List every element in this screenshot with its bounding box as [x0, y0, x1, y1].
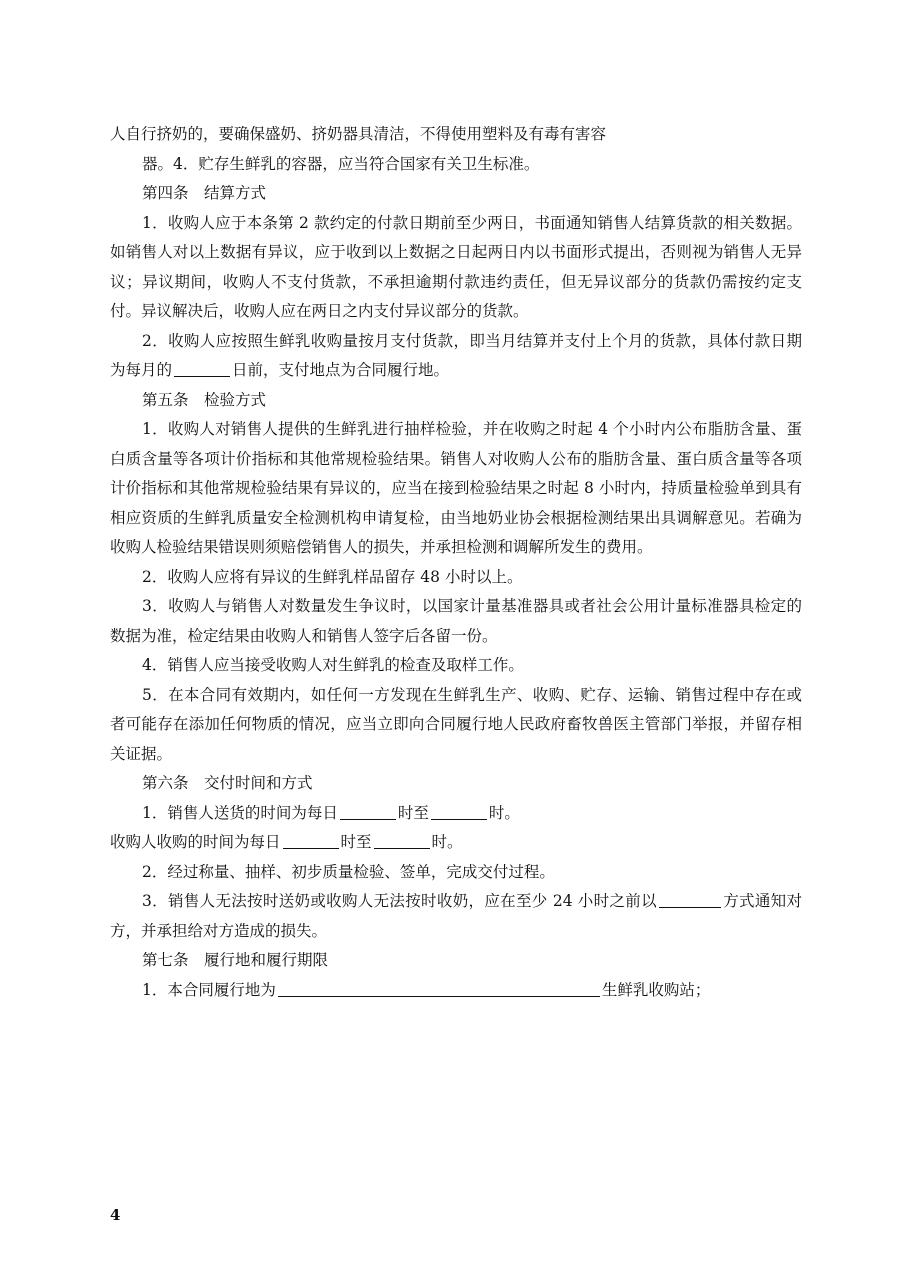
- paragraph-container-standard: 器。4．贮存生鲜乳的容器，应当符合国家有关卫生标准。: [142, 154, 540, 173]
- text-segment: 时。: [488, 803, 520, 822]
- text-segment: 生鲜乳收购站；: [601, 980, 711, 999]
- paragraph-sampling-inspection: 1．收购人对销售人提供的生鲜乳进行抽样检验，并在收购之时起 4 个小时内公布脂肪含量、蛋白质含量等各项计价指标和其他常规检验结果。销售人对收购人公布的脂肪含量、蛋白质含量等各项计价指标和其他常规检验结果有异议的，应当在接到检验结果之时起 8 小时内，持质量检验单到具有相应资质的生鲜乳质量安全检测机构申请复检，由当地奶业协会根据检测结果出具调解意见。若确为收购人检验结果错误则须赔偿销售人的损失，并承担检测和调解所发生的费用。: [110, 420, 802, 556]
- paragraph-performance-place: [110, 976, 802, 1006]
- fill-blank-delivery-end[interactable]: [431, 803, 487, 820]
- section-heading-article-7: 第七条 履行地和履行期限: [142, 951, 329, 969]
- fill-blank-delivery-start[interactable]: [340, 803, 396, 820]
- paragraph-accept-inspection: 4．销售人应当接受收购人对生鲜乳的检查及取样工作。: [142, 656, 524, 674]
- text-segment: 收购人收购的时间为每日: [110, 833, 281, 851]
- paragraph-settlement-notice: 1．收购人应于本条第 2 款约定的付款日期前至少两日，书面通知销售人结算货款的相关数据。如销售人对以上数据有异议，应于收到以上数据之日起两日内以书面形式提出，否则视为销售人无异议；异议期间，收购人不支付货款，不承担逾期付款违约责任，但无异议部分的货款仍需按约定支付。异议解决后，收购人应在两日之内支付异议部分的货款。: [110, 213, 802, 320]
- paragraph-report-additives: 5．在本合同有效期内，如任何一方发现在生鲜乳生产、收购、贮存、运输、销售过程中存在或者可能存在添加任何物质的情况，应当立即向合同履行地人民政府畜牧兽医主管部门举报，并留存相关证据。: [110, 685, 802, 763]
- page-number: 4: [110, 1206, 121, 1224]
- text-segment: 时至: [397, 803, 429, 822]
- fill-blank-performance-place[interactable]: [278, 980, 600, 997]
- paragraph-handover-process: 2．经过称量、抽样、初步质量检验、签单，完成交付过程。: [142, 862, 555, 881]
- paragraph-continuation: 人自行挤奶的，要确保盛奶、挤奶器具清洁，不得使用塑料及有毒有害容: [110, 125, 607, 143]
- text-segment: 方式通知对方，并承担给对方造成的损失。: [110, 892, 802, 940]
- text-segment: 日前，支付地点为合同履行地。: [232, 361, 450, 379]
- text-segment: 3．销售人无法按时送奶或收购人无法按时收奶，应在至少 24 小时之前以: [142, 892, 657, 910]
- fill-blank-purchase-start[interactable]: [283, 832, 339, 849]
- fill-blank-purchase-end[interactable]: [374, 832, 430, 849]
- paragraph-quantity-dispute: 3．收购人与销售人对数量发生争议时，以国家计量基准器具或者社会公用计量标准器具检定的数据为准，检定结果由收购人和销售人签字后各留一份。: [110, 597, 802, 645]
- text-segment: 1．本合同履行地为: [142, 980, 276, 999]
- text-segment: 时至: [340, 833, 372, 851]
- fill-blank-payment-day[interactable]: [174, 360, 230, 377]
- section-heading-article-5: 第五条 检验方式: [142, 390, 267, 409]
- section-heading-article-4: 第四条 结算方式: [142, 184, 267, 202]
- paragraph-notice-failure: [110, 887, 802, 946]
- text-segment: 时。: [431, 833, 463, 851]
- paragraph-monthly-payment: [110, 327, 802, 386]
- paragraph-delivery-time: [110, 799, 802, 829]
- section-heading-article-6: 第六条 交付时间和方式: [142, 774, 313, 792]
- text-segment: 2．收购人应按照生鲜乳收购量按月支付货款，即当月结算并支付上个月的货款，具体付款日期为每月的: [110, 331, 802, 379]
- text-segment: 1．销售人送货的时间为每日: [142, 803, 338, 822]
- paragraph-purchase-time: [110, 828, 802, 858]
- document-body: [110, 120, 802, 1005]
- fill-blank-notice-method[interactable]: [659, 891, 721, 908]
- paragraph-sample-retention: 2．收购人应将有异议的生鲜乳样品留存 48 小时以上。: [142, 567, 523, 586]
